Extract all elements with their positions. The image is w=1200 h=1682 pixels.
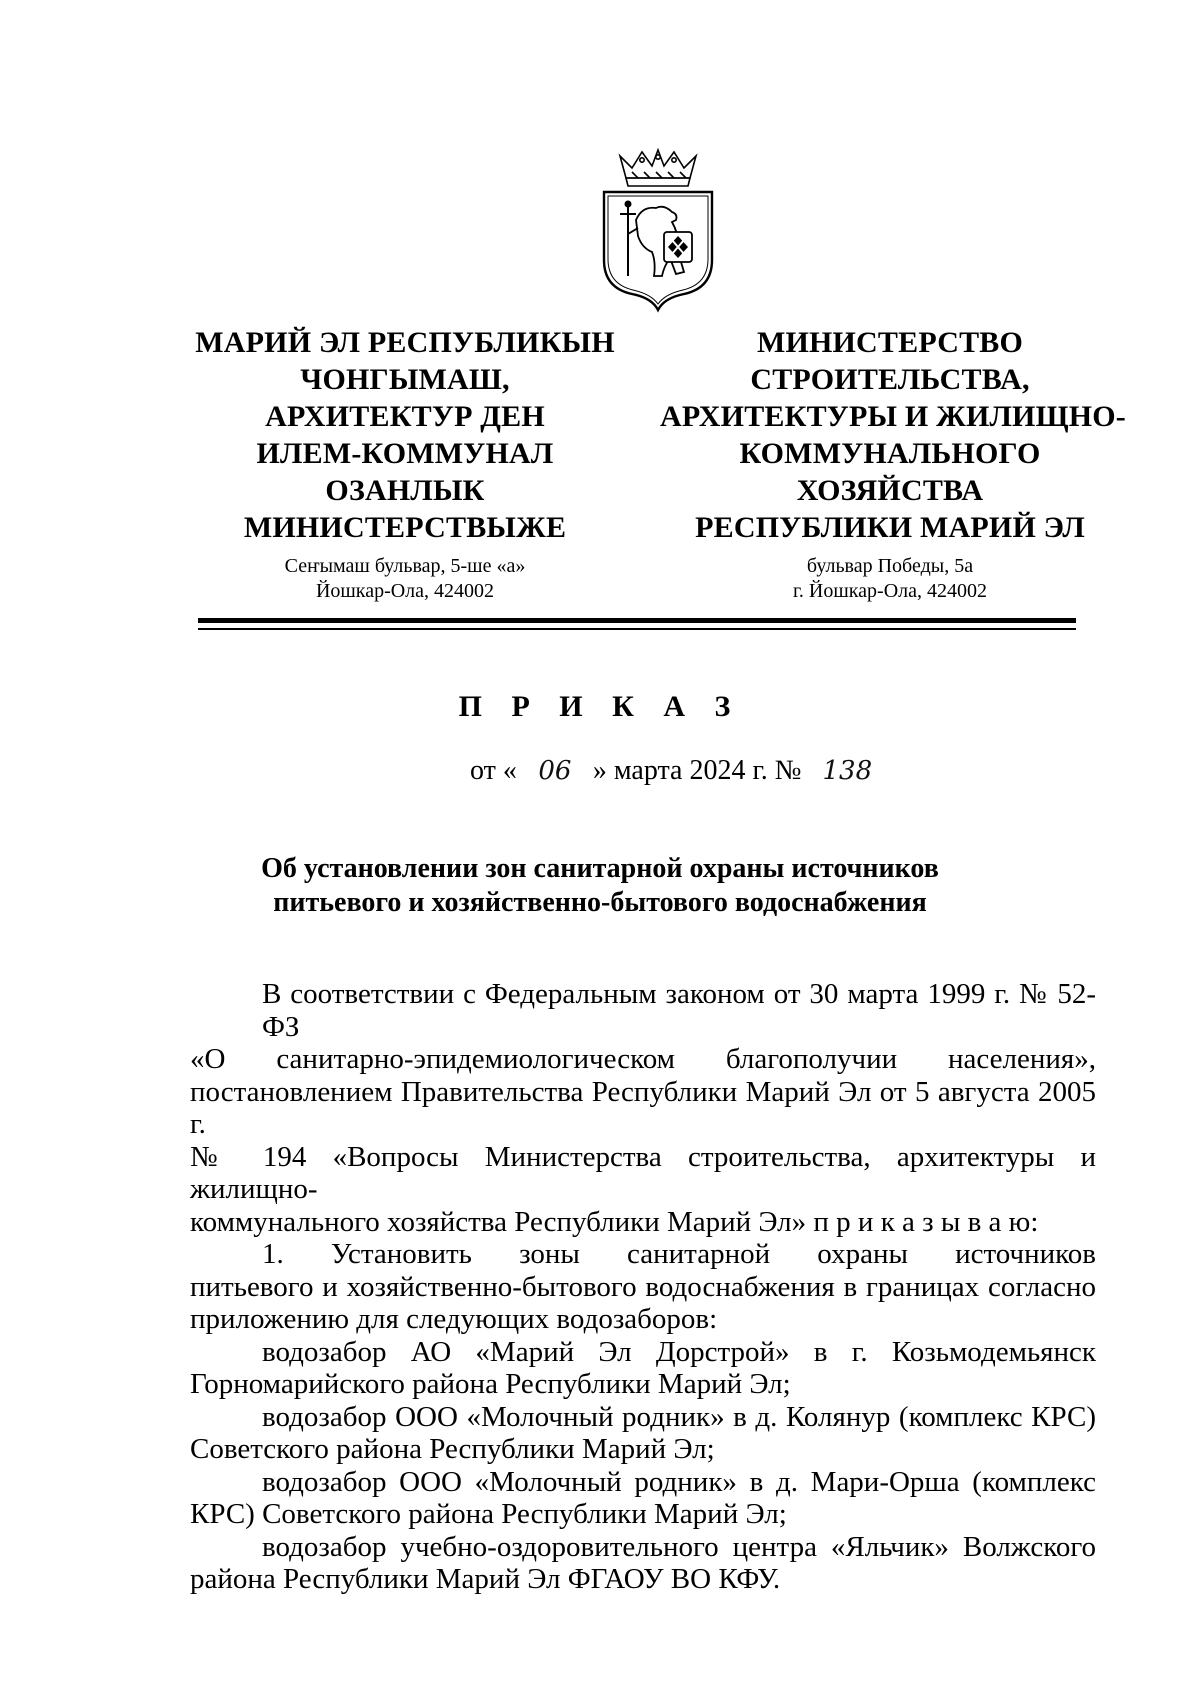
date-prefix: от « bbox=[470, 755, 517, 786]
address-right-line2: г. Йошкар-Ола, 424002 bbox=[792, 580, 988, 602]
body-line: приложению для следующих водозаборов: bbox=[190, 1303, 718, 1335]
body-line: района Республики Марий Эл ФГАОУ ВО КФУ. bbox=[190, 1563, 781, 1595]
order-body bbox=[190, 978, 1096, 1596]
header-right-line: РЕСПУБЛИКИ МАРИЙ ЭЛ bbox=[695, 511, 1085, 544]
body-line: питьевого и хозяйственно-бытового водоснабжения в границах согласно bbox=[190, 1270, 1096, 1303]
header-right-russian bbox=[660, 324, 1127, 546]
body-line: № 194 «Вопросы Министерства строительства, архитектуры и жилищно- bbox=[190, 1140, 1096, 1205]
header-left-line: ЧОНГЫМАШ, bbox=[300, 363, 510, 396]
document-title: П Р И К А З bbox=[458, 690, 742, 723]
header-right-line: МИНИСТЕРСТВО bbox=[756, 326, 1024, 359]
header-left-marian bbox=[180, 324, 630, 546]
body-line: В соответствии с Федеральным законом от 30 марта 1999 г. № 52-ФЗ bbox=[262, 978, 1096, 1043]
header-right-line: ХОЗЯЙСТВА bbox=[796, 474, 984, 507]
body-line: водозабор ООО «Молочный родник» в д. Колянур (комплекс КРС) bbox=[262, 1400, 1096, 1433]
body-line: Советского района Республики Марий Эл; bbox=[190, 1433, 715, 1465]
header-divider-thin bbox=[198, 628, 1076, 630]
coat-of-arms-emblem bbox=[598, 148, 718, 313]
header-right-line: СТРОИТЕЛЬСТВА, bbox=[750, 363, 1030, 396]
body-line: 1. Установить зоны санитарной охраны источников bbox=[262, 1238, 1096, 1270]
header-left-line: АРХИТЕКТУР ДЕН bbox=[265, 400, 545, 433]
body-line: КРС) Советского района Республики Марий Эл; bbox=[190, 1498, 787, 1530]
body-line: водозабор АО «Марий Эл Дорстрой» в г. Козьмодемьянск bbox=[262, 1335, 1096, 1368]
body-line: водозабор ООО «Молочный родник» в д. Мари-Орша (комплекс bbox=[262, 1465, 1096, 1498]
address-left bbox=[180, 554, 630, 604]
order-subject bbox=[0, 852, 1200, 920]
address-right bbox=[720, 554, 1060, 604]
header-left-line: ИЛЕМ-КОММУНАЛ bbox=[256, 437, 554, 470]
subject-line2: питьевого и хозяйственно-бытового водоснабжения bbox=[273, 887, 927, 918]
address-right-line1: бульвар Победы, 5а bbox=[806, 555, 974, 577]
body-line: водозабор учебно-оздоровительного центра «Яльчик» Волжского bbox=[262, 1530, 1096, 1563]
date-line bbox=[470, 755, 872, 787]
body-line: «О санитарно-эпидемиологическом благополучии населения», bbox=[190, 1043, 1096, 1075]
header-divider-thick bbox=[198, 618, 1076, 623]
address-left-line2: Йошкар-Ола, 424002 bbox=[315, 580, 495, 602]
date-middle: » марта 2024 г. № bbox=[592, 755, 802, 786]
address-left-line1: Сеҥымаш бульвар, 5-ше «а» bbox=[284, 555, 526, 577]
header-left-line: МИНИСТЕРСТВЫЖЕ bbox=[243, 511, 567, 544]
header-right-line: КОММУНАЛЬНОГО bbox=[739, 437, 1041, 470]
order-number-handwritten: 138 bbox=[822, 756, 873, 786]
body-line: коммунального хозяйства Республики Марий Эл» п р и к а з ы в а ю: bbox=[190, 1205, 1039, 1238]
header-right-line: АРХИТЕКТУРЫ И ЖИЛИЩНО- bbox=[660, 400, 1127, 433]
body-line: постановлением Правительства Республики Марий Эл от 5 августа 2005 г. bbox=[190, 1075, 1096, 1140]
body-line: Горномарийского района Республики Марий Эл; bbox=[190, 1368, 791, 1400]
header-left-line: ОЗАНЛЫК bbox=[325, 474, 485, 507]
header-left-line: МАРИЙ ЭЛ РЕСПУБЛИКЫН bbox=[195, 326, 615, 359]
subject-line1: Об установлении зон санитарной охраны источников bbox=[261, 853, 939, 884]
date-day-handwritten: 06 bbox=[538, 756, 572, 786]
